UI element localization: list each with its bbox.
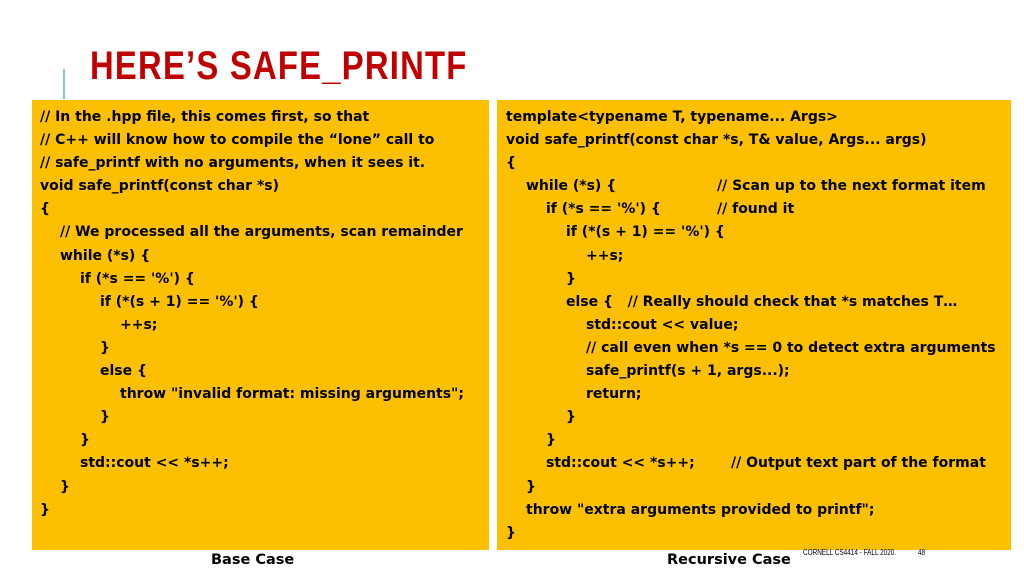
code-text: // safe_printf with no arguments, when it sees it.: [40, 155, 426, 172]
code-text: void safe_printf(const char *s, T& value, Args... args): [506, 132, 927, 149]
code-text: }: [40, 501, 50, 518]
code-text: }: [100, 409, 110, 426]
code-text: void safe_printf(const char *s): [40, 178, 280, 195]
code-comment: // Scan up to the next format item: [717, 178, 986, 195]
code-comment: // found it: [717, 201, 795, 218]
code-text: }: [566, 409, 576, 426]
code-text: std::cout << value;: [586, 316, 739, 333]
base-case-code-panel: [32, 100, 489, 550]
code-text: if (*s == '%') {: [546, 201, 661, 218]
code-text: else { // Really should check that *s matches T…: [566, 293, 958, 310]
code-text: }: [526, 478, 536, 495]
code-text: std::cout << *s++;: [546, 455, 695, 472]
code-text: return;: [586, 386, 642, 403]
code-text: while (*s) {: [526, 178, 617, 195]
code-text: {: [40, 201, 50, 218]
code-text: }: [566, 270, 576, 287]
base-case-caption: Base Case: [211, 552, 295, 568]
code-text: }: [80, 432, 90, 449]
code-text: {: [506, 155, 516, 172]
code-text: ++s;: [120, 316, 158, 333]
code-text: else {: [100, 363, 147, 380]
code-text: }: [506, 524, 516, 541]
title-accent-bar: [63, 69, 65, 99]
code-text: }: [546, 432, 556, 449]
code-text: ++s;: [586, 247, 624, 264]
code-text: // In the .hpp file, this comes first, so that: [40, 109, 370, 125]
code-comment: // Output text part of the format: [731, 455, 986, 472]
code-text: while (*s) {: [60, 247, 151, 264]
code-text: // C++ will know how to compile the “lone” call to: [40, 132, 435, 149]
code-text: }: [100, 339, 110, 356]
code-text: if (*(s + 1) == '%') {: [100, 293, 259, 310]
code-text: // call even when *s == 0 to detect extra arguments: [586, 339, 996, 356]
slide-title: HERE’S SAFE_PRINTF: [90, 44, 468, 88]
code-text: throw "extra arguments provided to printf";: [526, 501, 875, 518]
footer-course-label: CORNELL CS4414 - FALL 2020.: [803, 548, 897, 557]
recursive-case-caption: Recursive Case: [667, 552, 791, 568]
code-text: }: [60, 478, 70, 495]
code-text: if (*(s + 1) == '%') {: [566, 224, 725, 241]
code-text: safe_printf(s + 1, args...);: [586, 363, 790, 380]
code-text: // We processed all the arguments, scan remainder: [60, 224, 463, 241]
code-text: throw "invalid format: missing arguments";: [120, 386, 464, 403]
page-number: 48: [918, 548, 926, 557]
code-text: template<typename T, typename... Args>: [506, 109, 838, 125]
code-text: std::cout << *s++;: [80, 455, 229, 472]
code-text: if (*s == '%') {: [80, 270, 195, 287]
recursive-case-code-panel: [497, 100, 1011, 550]
